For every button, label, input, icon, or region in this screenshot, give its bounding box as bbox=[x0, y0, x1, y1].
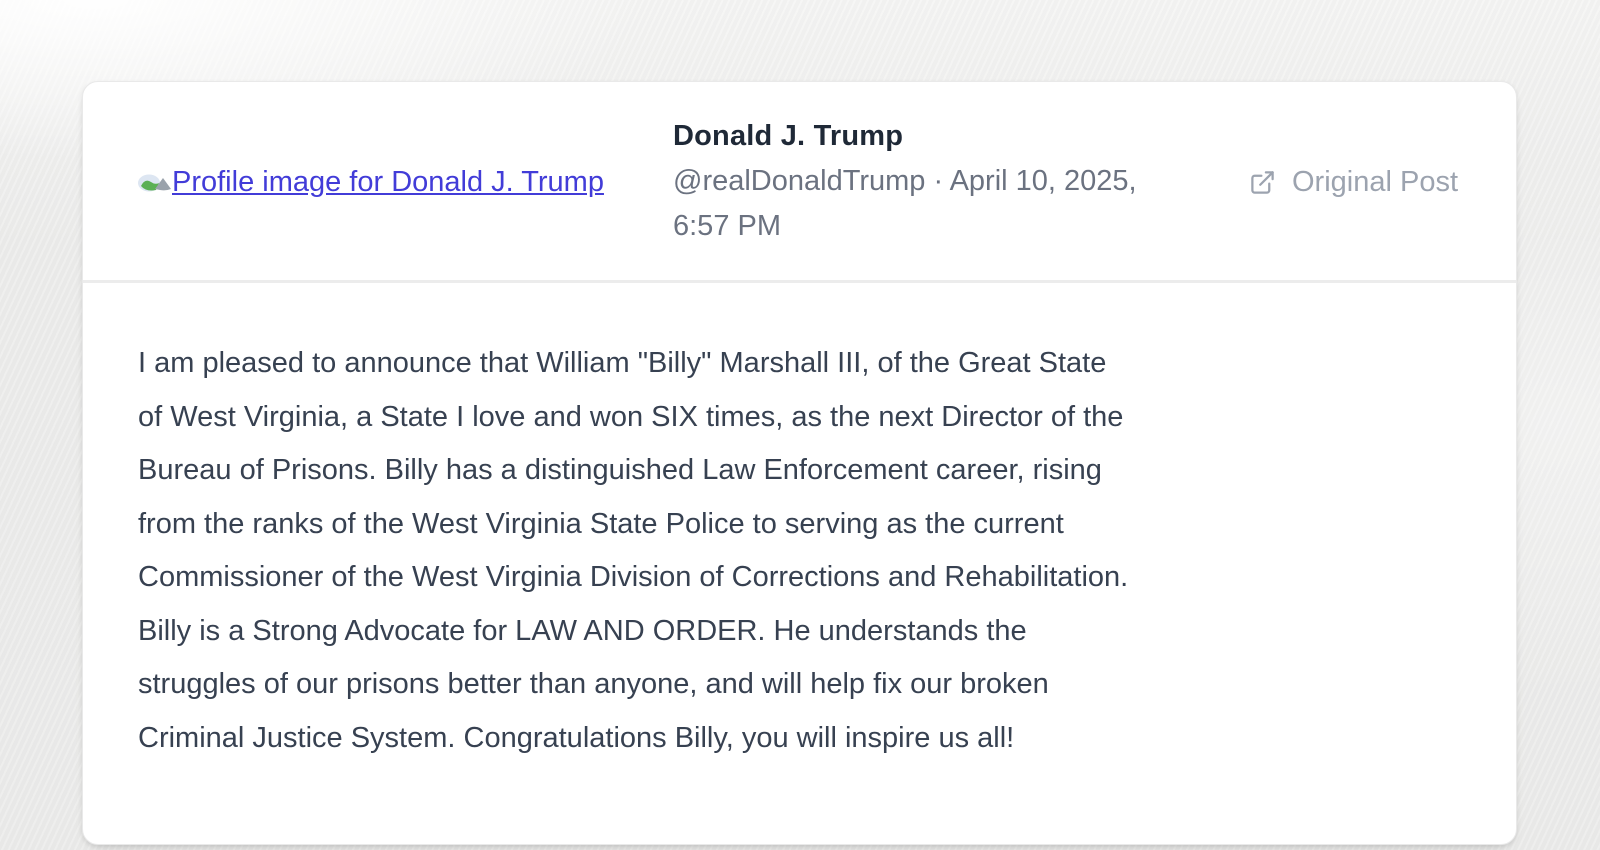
author-block bbox=[673, 114, 1193, 249]
profile-image-alt-text: Profile image for Donald J. Trump bbox=[172, 165, 604, 198]
post-body-line: Billy is a Strong Advocate for LAW AND ORDER. He understands the bbox=[138, 614, 1027, 647]
broken-image-icon bbox=[138, 173, 171, 193]
post-body-line: Bureau of Prisons. Billy has a distinguished Law Enforcement career, rising bbox=[138, 454, 1102, 486]
author-meta-line-2: 6:57 PM bbox=[673, 210, 781, 242]
original-post-link[interactable] bbox=[1249, 162, 1458, 202]
post-body-line: Criminal Justice System. Congratulations Billy, you will inspire us all! bbox=[138, 721, 1015, 754]
author-meta-line-1: @realDonaldTrump · April 10, 2025, bbox=[673, 165, 1137, 197]
post-body-line: I am pleased to announce that William "Billy" Marshall III, of the Great State bbox=[138, 347, 1107, 379]
post-body-line: of West Virginia, a State I love and won SIX times, as the next Director of the bbox=[138, 400, 1124, 433]
profile-image-broken-link[interactable] bbox=[138, 154, 643, 210]
original-post-label: Original Post bbox=[1291, 165, 1458, 198]
post-body-line: from the ranks of the West Virginia State Police to serving as the current bbox=[138, 507, 1064, 540]
external-link-icon bbox=[1249, 169, 1276, 196]
post-body-line: Commissioner of the West Virginia Division of Corrections and Rehabilitation. bbox=[138, 561, 1129, 593]
post-body bbox=[138, 337, 1473, 765]
header-divider bbox=[83, 280, 1516, 283]
post-card bbox=[82, 81, 1517, 845]
post-header bbox=[83, 82, 1516, 280]
author-name: Donald J. Trump bbox=[673, 120, 904, 152]
post-body-line: struggles of our prisons better than anyone, and will help fix our broken bbox=[138, 668, 1049, 700]
